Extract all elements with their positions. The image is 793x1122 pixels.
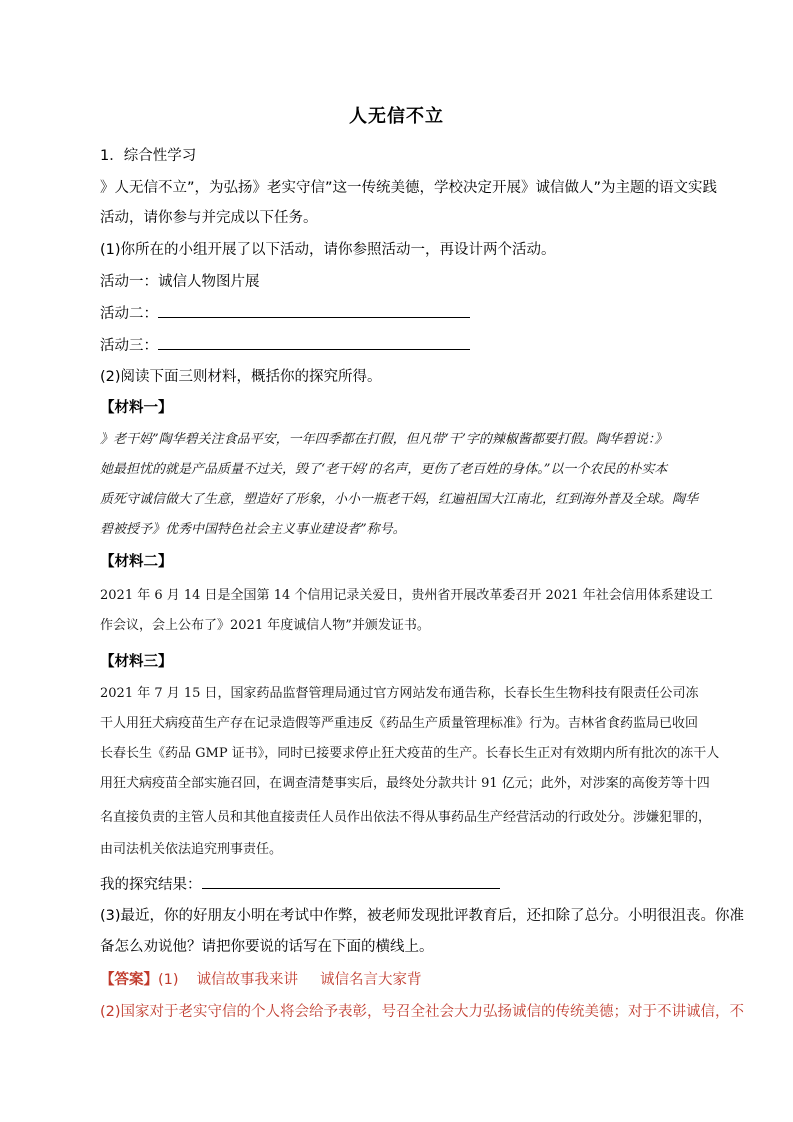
answer-1-item-b: 诚信名言大家背 (320, 972, 422, 988)
material-1-line: 质死守诚信做大了生意，塑造好了形象，小小一瓶老干妈，红遍祖国大江南北，红到海外普及全球。陶华 (100, 492, 699, 507)
material-3-line: 用狂犬病疫苗全部实施召回，在调查清楚事实后，最终处分款共计 91 亿元；此外，对涉案的高俊芳等十四 (100, 776, 710, 791)
material-2-line: 2021 年 6 月 14 日是全国第 14 个信用记录关爱日，贵州省开展改革委召开 2021 年社会信用体系建设工 (100, 588, 713, 603)
activity-3-label: 活动三： (100, 338, 158, 354)
material-3-line: 2021 年 7 月 15 日，国家药品监督管理局通过官方网站发布通告称，长春长生生物科技有限责任公司冻 (100, 686, 699, 701)
result-label: 我的探究结果： (100, 877, 202, 893)
answer-row-1 (100, 970, 422, 990)
result-blank[interactable] (202, 874, 500, 889)
material-2-title: 【材料二】 (100, 554, 173, 570)
activity-1: 活动一：诚信人物图片展 (100, 274, 260, 290)
activity-3-blank[interactable] (158, 335, 470, 350)
material-1-line: 碧被授予》优秀中国特色社会主义事业建设者”称号。 (100, 522, 406, 537)
answer-1-number: (1) (158, 972, 179, 988)
activity-2-label: 活动二： (100, 306, 158, 322)
material-1-line: 》老干妈”陶华碧关注食品平安，一年四季都在打假，但凡带‘干’字的辣椒酱都要打假。陶华碧说：》 (100, 432, 668, 447)
material-2-line: 作会议，会上公布了》2021 年度诚信人物”并颁发证书。 (100, 618, 430, 633)
intro-line-1: 》人无信不立”，为弘扬》老实守信”这一传统美德，学校决定开展》诚信做人”为主题的语文实践 (100, 180, 718, 196)
activity-2-blank[interactable] (158, 303, 470, 318)
material-3-line: 干人用狂犬病疫苗生产存在记录造假等严重违反《药品生产质量管理标准》行为。吉林省食药监局已收回 (100, 716, 699, 731)
material-1-title: 【材料一】 (100, 400, 173, 416)
answer-tag: 【答案】 (100, 972, 158, 988)
material-1-line: 她最担忧的就是产品质量不过关，毁了‘老干妈’的名声，更伤了老百姓的身体。”以一个农民的朴实本 (100, 462, 668, 477)
sub-question-1: (1)你所在的小组开展了以下活动，请你参照活动一，再设计两个活动。 (100, 242, 556, 258)
material-3-line: 名直接负责的主管人员和其他直接责任人员作出依法不得从事药品生产经营活动的行政处分。涉嫌犯罪的， (100, 810, 712, 825)
result-row (100, 874, 500, 895)
intro-line-2: 活动，请你参与并完成以下任务。 (100, 210, 318, 226)
material-3-line: 长春长生《药品 GMP 证书》，同时已接要求停止狂犬疫苗的生产。长春长生正对有效期内所有批次的冻干人 (100, 746, 720, 761)
activity-2-row (100, 303, 470, 324)
material-3-title: 【材料三】 (100, 654, 173, 670)
sub-question-2: (2)阅读下面三则材料，概括你的探究所得。 (100, 369, 382, 385)
sub-question-3-line-2: 备怎么劝说他？请把你要说的话写在下面的横线上。 (100, 939, 434, 955)
answer-1-item-a: 诚信故事我来讲 (196, 972, 299, 988)
page-title: 人无信不立 (349, 106, 444, 127)
answer-2-line: (2)国家对于老实守信的个人将会给予表彰，号召全社会大力弘扬诚信的传统美德；对于不讲诚信，不 (100, 1004, 745, 1020)
question-1-label: 1．综合性学习 (100, 148, 197, 164)
material-3-line: 由司法机关依法追究刑事责任。 (100, 842, 283, 857)
sub-question-3-line-1: (3)最近，你的好朋友小明在考试中作弊，被老师发现批评教育后，还扣除了总分。小明很沮丧。你准 (100, 908, 745, 924)
activity-3-row (100, 335, 470, 356)
